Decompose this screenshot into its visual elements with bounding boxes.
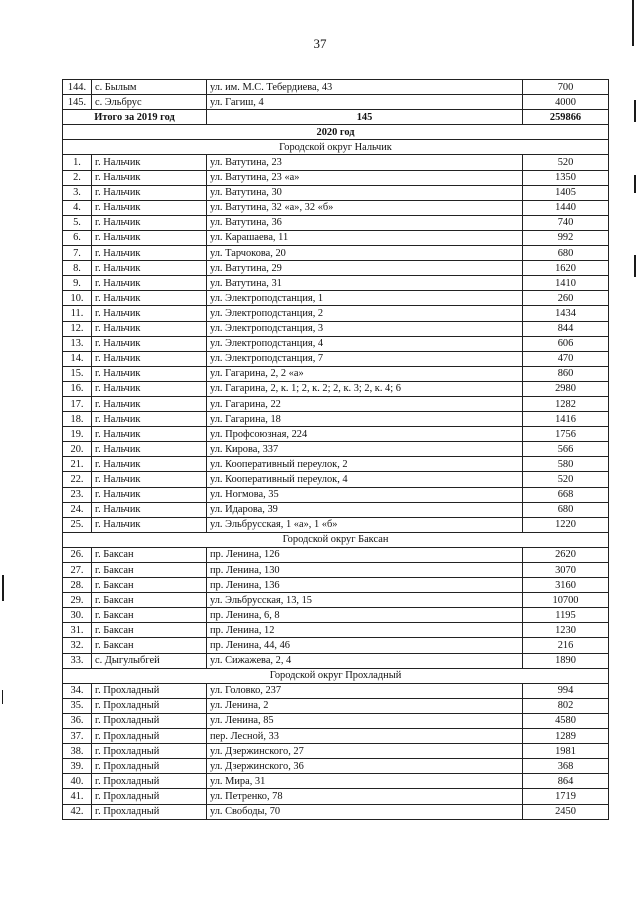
row-address: ул. Гагарина, 22	[207, 396, 523, 411]
row-locality: г. Прохладный	[92, 729, 207, 744]
row-number: 1.	[63, 155, 92, 170]
row-value: 1981	[523, 744, 609, 759]
row-number: 144.	[63, 80, 92, 95]
row-locality: г. Нальчик	[92, 200, 207, 215]
row-locality: г. Прохладный	[92, 789, 207, 804]
row-address: ул. Кирова, 337	[207, 442, 523, 457]
row-number: 26.	[63, 547, 92, 562]
row-address: ул. Ватутина, 23	[207, 155, 523, 170]
row-value: 1230	[523, 623, 609, 638]
table-row	[63, 276, 609, 291]
row-locality: г. Нальчик	[92, 351, 207, 366]
row-locality: г. Нальчик	[92, 381, 207, 396]
row-value: 992	[523, 230, 609, 245]
row-address: пр. Ленина, 12	[207, 623, 523, 638]
table-row	[63, 563, 609, 578]
row-address: ул. Ватутина, 32 «а», 32 «б»	[207, 200, 523, 215]
table-row	[63, 502, 609, 517]
row-value: 1756	[523, 427, 609, 442]
row-locality: с. Былым	[92, 80, 207, 95]
row-number: 37.	[63, 729, 92, 744]
table-row	[63, 638, 609, 653]
row-value: 860	[523, 366, 609, 381]
row-number: 13.	[63, 336, 92, 351]
table-row	[63, 215, 609, 230]
row-address: ул. Электроподстанция, 1	[207, 291, 523, 306]
row-value: 1416	[523, 412, 609, 427]
row-locality: с. Дыгулыбгей	[92, 653, 207, 668]
table-row	[63, 170, 609, 185]
table-row	[63, 547, 609, 562]
table-row	[63, 442, 609, 457]
row-locality: г. Баксан	[92, 638, 207, 653]
row-value: 3160	[523, 578, 609, 593]
row-number: 25.	[63, 517, 92, 532]
row-number: 30.	[63, 608, 92, 623]
row-value: 520	[523, 472, 609, 487]
table-row	[63, 774, 609, 789]
row-number: 31.	[63, 623, 92, 638]
row-value: 566	[523, 442, 609, 457]
row-number: 2.	[63, 170, 92, 185]
row-address: ул. Мира, 31	[207, 774, 523, 789]
year-heading-row	[63, 125, 609, 140]
table-row	[63, 381, 609, 396]
page-number: 37	[313, 36, 327, 51]
row-number: 39.	[63, 759, 92, 774]
row-number: 19.	[63, 427, 92, 442]
row-locality: г. Нальчик	[92, 155, 207, 170]
row-value: 368	[523, 759, 609, 774]
row-locality: г. Нальчик	[92, 457, 207, 472]
row-address: ул. Ватутина, 36	[207, 215, 523, 230]
table-row	[63, 230, 609, 245]
row-value: 668	[523, 487, 609, 502]
row-address: ул. Ватутина, 31	[207, 276, 523, 291]
row-number: 28.	[63, 578, 92, 593]
row-value: 700	[523, 80, 609, 95]
row-number: 4.	[63, 200, 92, 215]
row-number: 8.	[63, 261, 92, 276]
row-number: 16.	[63, 381, 92, 396]
row-address: пр. Ленина, 44, 46	[207, 638, 523, 653]
row-value: 520	[523, 155, 609, 170]
district-heading-row	[63, 668, 609, 683]
row-locality: г. Нальчик	[92, 442, 207, 457]
row-value: 1405	[523, 185, 609, 200]
row-value: 2980	[523, 381, 609, 396]
district-heading: Городской округ Прохладный	[63, 668, 609, 683]
table-row	[63, 517, 609, 532]
row-address: ул. Гагарина, 2, 2 «а»	[207, 366, 523, 381]
row-number: 38.	[63, 744, 92, 759]
row-locality: г. Нальчик	[92, 185, 207, 200]
row-locality: г. Нальчик	[92, 502, 207, 517]
row-value: 802	[523, 698, 609, 713]
row-value: 2620	[523, 547, 609, 562]
row-address: ул. Электроподстанция, 4	[207, 336, 523, 351]
total-value: 259866	[523, 110, 609, 125]
row-locality: г. Нальчик	[92, 291, 207, 306]
row-address: ул. Дзержинского, 36	[207, 759, 523, 774]
table-row	[63, 95, 609, 110]
row-number: 12.	[63, 321, 92, 336]
row-address: ул. Дзержинского, 27	[207, 744, 523, 759]
row-address: ул. Головко, 237	[207, 683, 523, 698]
table-row	[63, 80, 609, 95]
scan-artifact-left	[2, 575, 4, 601]
row-locality: г. Прохладный	[92, 774, 207, 789]
row-address: ул. Тарчокова, 20	[207, 246, 523, 261]
row-locality: г. Баксан	[92, 608, 207, 623]
row-address: ул. Ногмова, 35	[207, 487, 523, 502]
register-table-body	[63, 80, 609, 820]
row-locality: г. Баксан	[92, 593, 207, 608]
row-address: пр. Ленина, 6, 8	[207, 608, 523, 623]
row-value: 1890	[523, 653, 609, 668]
table-row	[63, 306, 609, 321]
row-locality: г. Нальчик	[92, 276, 207, 291]
table-row	[63, 261, 609, 276]
row-locality: г. Прохладный	[92, 698, 207, 713]
row-number: 27.	[63, 563, 92, 578]
row-value: 1289	[523, 729, 609, 744]
table-row	[63, 729, 609, 744]
row-address: пр. Ленина, 130	[207, 563, 523, 578]
table-row	[63, 698, 609, 713]
row-address: ул. Кооперативный переулок, 2	[207, 457, 523, 472]
scan-artifact-left	[2, 690, 3, 704]
year-heading: 2020 год	[63, 125, 609, 140]
row-number: 5.	[63, 215, 92, 230]
total-count: 145	[207, 110, 523, 125]
row-value: 580	[523, 457, 609, 472]
row-locality: г. Нальчик	[92, 246, 207, 261]
row-value: 1719	[523, 789, 609, 804]
row-address: ул. Сижажева, 2, 4	[207, 653, 523, 668]
row-number: 7.	[63, 246, 92, 261]
row-locality: г. Нальчик	[92, 427, 207, 442]
table-row	[63, 351, 609, 366]
row-value: 10700	[523, 593, 609, 608]
row-number: 33.	[63, 653, 92, 668]
row-number: 145.	[63, 95, 92, 110]
row-number: 32.	[63, 638, 92, 653]
row-number: 24.	[63, 502, 92, 517]
register-table	[62, 79, 609, 820]
table-row	[63, 427, 609, 442]
row-locality: г. Нальчик	[92, 487, 207, 502]
table-row	[63, 683, 609, 698]
row-locality: г. Нальчик	[92, 306, 207, 321]
row-value: 3070	[523, 563, 609, 578]
row-number: 15.	[63, 366, 92, 381]
row-locality: г. Прохладный	[92, 744, 207, 759]
table-row	[63, 759, 609, 774]
row-number: 42.	[63, 804, 92, 819]
row-address: ул. Ленина, 2	[207, 698, 523, 713]
row-number: 20.	[63, 442, 92, 457]
row-locality: г. Прохладный	[92, 713, 207, 728]
row-number: 17.	[63, 396, 92, 411]
table-row	[63, 472, 609, 487]
row-locality: г. Баксан	[92, 623, 207, 638]
row-locality: г. Нальчик	[92, 170, 207, 185]
row-locality: с. Эльбрус	[92, 95, 207, 110]
row-locality: г. Нальчик	[92, 321, 207, 336]
table-row	[63, 623, 609, 638]
row-value: 1282	[523, 396, 609, 411]
row-number: 23.	[63, 487, 92, 502]
table-row	[63, 200, 609, 215]
row-address: ул. Ватутина, 23 «а»	[207, 170, 523, 185]
row-address: ул. им. М.С. Тебердиева, 43	[207, 80, 523, 95]
row-address: пер. Лесной, 33	[207, 729, 523, 744]
row-value: 1440	[523, 200, 609, 215]
row-number: 10.	[63, 291, 92, 306]
row-locality: г. Нальчик	[92, 472, 207, 487]
row-number: 34.	[63, 683, 92, 698]
table-row	[63, 608, 609, 623]
row-address: ул. Гагарина, 2, к. 1; 2, к. 2; 2, к. 3; 2, к. 4; 6	[207, 381, 523, 396]
row-address: пр. Ленина, 126	[207, 547, 523, 562]
row-value: 4000	[523, 95, 609, 110]
row-number: 11.	[63, 306, 92, 321]
row-locality: г. Нальчик	[92, 366, 207, 381]
row-locality: г. Нальчик	[92, 230, 207, 245]
table-row	[63, 412, 609, 427]
row-value: 1620	[523, 261, 609, 276]
row-locality: г. Нальчик	[92, 396, 207, 411]
scan-artifact-right	[634, 175, 636, 193]
row-value: 2450	[523, 804, 609, 819]
row-number: 22.	[63, 472, 92, 487]
table-row	[63, 744, 609, 759]
row-value: 864	[523, 774, 609, 789]
row-value: 1220	[523, 517, 609, 532]
row-number: 9.	[63, 276, 92, 291]
row-number: 41.	[63, 789, 92, 804]
total-label: Итого за 2019 год	[63, 110, 207, 125]
table-row	[63, 185, 609, 200]
district-heading-row	[63, 532, 609, 547]
row-number: 3.	[63, 185, 92, 200]
row-locality: г. Прохладный	[92, 804, 207, 819]
row-number: 6.	[63, 230, 92, 245]
row-locality: г. Баксан	[92, 547, 207, 562]
row-number: 18.	[63, 412, 92, 427]
row-address: ул. Электроподстанция, 7	[207, 351, 523, 366]
row-locality: г. Баксан	[92, 563, 207, 578]
row-value: 216	[523, 638, 609, 653]
table-row	[63, 321, 609, 336]
row-number: 14.	[63, 351, 92, 366]
table-row	[63, 457, 609, 472]
total-row	[63, 110, 609, 125]
table-row	[63, 336, 609, 351]
table-row	[63, 789, 609, 804]
row-locality: г. Нальчик	[92, 336, 207, 351]
row-address: ул. Ленина, 85	[207, 713, 523, 728]
row-address: ул. Ватутина, 29	[207, 261, 523, 276]
row-address: ул. Идарова, 39	[207, 502, 523, 517]
row-value: 1195	[523, 608, 609, 623]
district-heading-row	[63, 140, 609, 155]
row-locality: г. Нальчик	[92, 261, 207, 276]
row-locality: г. Прохладный	[92, 683, 207, 698]
row-number: 35.	[63, 698, 92, 713]
row-address: ул. Ватутина, 30	[207, 185, 523, 200]
row-locality: г. Прохладный	[92, 759, 207, 774]
table-row	[63, 804, 609, 819]
row-value: 606	[523, 336, 609, 351]
row-address: ул. Гагиш, 4	[207, 95, 523, 110]
table-row	[63, 396, 609, 411]
scan-artifact-right	[634, 100, 636, 122]
row-value: 844	[523, 321, 609, 336]
row-address: ул. Карашаева, 11	[207, 230, 523, 245]
table-row	[63, 366, 609, 381]
row-address: пр. Ленина, 136	[207, 578, 523, 593]
row-address: ул. Кооперативный переулок, 4	[207, 472, 523, 487]
row-number: 21.	[63, 457, 92, 472]
district-heading: Городской округ Баксан	[63, 532, 609, 547]
row-number: 36.	[63, 713, 92, 728]
table-row	[63, 578, 609, 593]
row-address: ул. Свободы, 70	[207, 804, 523, 819]
row-locality: г. Нальчик	[92, 517, 207, 532]
row-address: ул. Гагарина, 18	[207, 412, 523, 427]
row-number: 40.	[63, 774, 92, 789]
row-locality: г. Нальчик	[92, 215, 207, 230]
row-value: 680	[523, 502, 609, 517]
table-row	[63, 653, 609, 668]
row-value: 1434	[523, 306, 609, 321]
row-address: ул. Петренко, 78	[207, 789, 523, 804]
table-row	[63, 713, 609, 728]
row-value: 260	[523, 291, 609, 306]
row-address: ул. Эльбрусская, 13, 15	[207, 593, 523, 608]
row-value: 680	[523, 246, 609, 261]
row-address: ул. Электроподстанция, 3	[207, 321, 523, 336]
table-row	[63, 593, 609, 608]
row-number: 29.	[63, 593, 92, 608]
row-value: 470	[523, 351, 609, 366]
row-locality: г. Баксан	[92, 578, 207, 593]
row-address: ул. Профсоюзная, 224	[207, 427, 523, 442]
row-value: 994	[523, 683, 609, 698]
table-row	[63, 155, 609, 170]
table-row	[63, 487, 609, 502]
row-value: 4580	[523, 713, 609, 728]
row-value: 1350	[523, 170, 609, 185]
scan-artifact-right	[634, 255, 636, 277]
row-address: ул. Эльбрусская, 1 «а», 1 «б»	[207, 517, 523, 532]
table-row	[63, 246, 609, 261]
row-value: 1410	[523, 276, 609, 291]
district-heading: Городской округ Нальчик	[63, 140, 609, 155]
table-row	[63, 291, 609, 306]
row-value: 740	[523, 215, 609, 230]
row-address: ул. Электроподстанция, 2	[207, 306, 523, 321]
scan-artifact-right	[632, 0, 634, 46]
row-locality: г. Нальчик	[92, 412, 207, 427]
